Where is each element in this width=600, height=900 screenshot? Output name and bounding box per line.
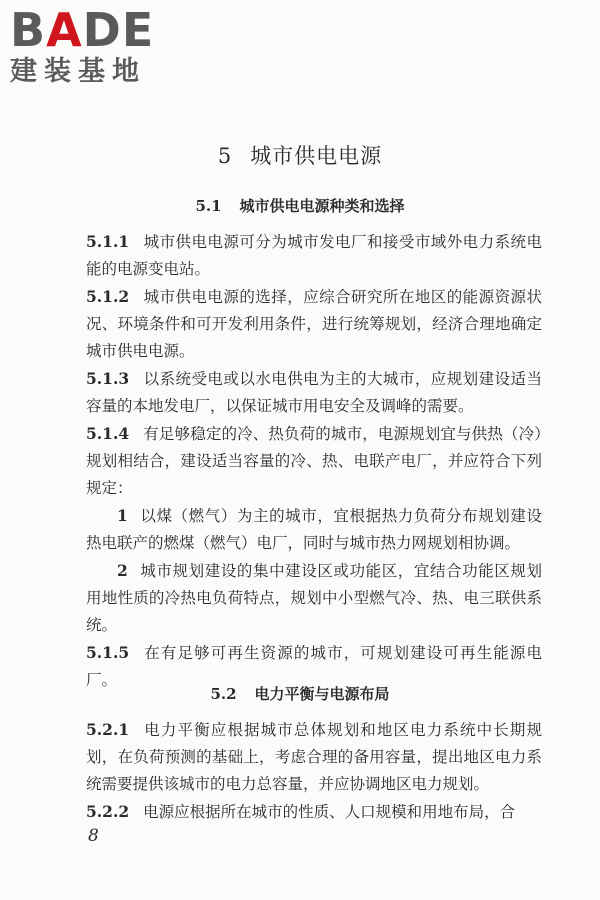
clause-number: 5.2.1: [86, 720, 130, 739]
chapter-title-text: 城市供电电源: [250, 144, 383, 168]
clause: [86, 365, 542, 420]
clause: [86, 420, 542, 502]
clause-number: 5.1.4: [86, 424, 130, 443]
clause-number: 5.1.2: [86, 287, 130, 306]
clause-number: 5.1.3: [86, 369, 130, 388]
clause-text: 城市供电电源可分为城市发电厂和接受市域外电力系统电能的电源变电站。: [86, 233, 542, 278]
clause-text: 电力平衡应根据城市总体规划和地区电力系统中长期规划，在负荷预测的基础上，考虑合理的备用容量，提出地区电力系统需要提供该城市的电力总容量，并应协调地区电力规划。: [86, 721, 542, 793]
clause-number: 5.1.1: [86, 232, 130, 251]
chapter-number: 5: [217, 144, 233, 168]
list-item: [86, 557, 542, 639]
list-item: [86, 502, 542, 557]
section-body: [86, 716, 542, 826]
clause-text: 城市供电电源的选择，应综合研究所在地区的能源资源状况、环境条件和可开发利用条件，进行统筹规划，经济合理地确定城市供电电源。: [86, 288, 542, 360]
logo-subtitle: 建装基地: [10, 56, 146, 87]
clause: [86, 228, 542, 283]
page-number: 8: [88, 826, 99, 846]
item-text: 城市规划建设的集中建设区或功能区，宜结合功能区规划用地性质的冷热电负荷特点，规划中小型燃气冷、热、电三联供系统。: [86, 562, 542, 634]
item-number: 1: [117, 506, 128, 525]
item-number: 2: [117, 561, 128, 580]
clause: [86, 716, 542, 798]
clause: [86, 283, 542, 365]
section-title: 5.1 城市供电电源种类和选择: [195, 197, 405, 215]
clause-number: 5.2.2: [86, 802, 130, 821]
chapter-title: [0, 140, 600, 170]
bade-logo: [10, 3, 185, 88]
section-title: 5.2 电力平衡与电源布局: [210, 685, 390, 703]
clause: [86, 798, 542, 826]
clause-text: 电源应根据所在城市的性质、人口规模和用地布局，合: [143, 803, 516, 821]
clause-text: 在有足够可再生资源的城市，可规划建设可再生能源电厂。: [86, 644, 542, 689]
logo-wordmark: BADE: [10, 3, 155, 57]
logo-accent-letter: A: [46, 3, 83, 57]
section-body: [86, 228, 542, 694]
clause-text: 以系统受电或以水电供电为主的大城市，应规划建设适当容量的本地发电厂，以保证城市用电安全及调峰的需要。: [86, 370, 542, 415]
item-text: 以煤（燃气）为主的城市，宜根据热力负荷分布规划建设热电联产的燃煤（燃气）电厂，同时与城市热力网规划相协调。: [86, 507, 542, 552]
clause-number: 5.1.5: [86, 643, 130, 662]
clause-text: 有足够稳定的冷、热负荷的城市，电源规划宜与供热（冷）规划相结合，建设适当容量的冷、热、电联产电厂，并应符合下列规定：: [86, 425, 542, 497]
